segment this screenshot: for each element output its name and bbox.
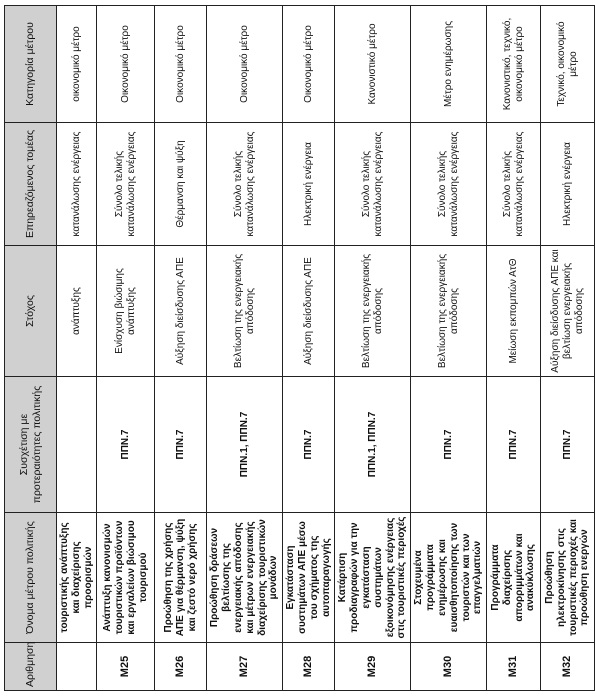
cell-sector: Σύνολο τελικής κατανάλωσης ενέργειας [487, 123, 541, 246]
table-row [335, 6, 411, 691]
cell-category: οικονομικό μέτρο [57, 6, 97, 123]
table-row [541, 6, 595, 691]
table-row [207, 6, 283, 691]
cell-priority: ΠΠΝ.7 [155, 377, 207, 513]
cell-goal: Βελτίωση της ενεργειακής απόδοσης [335, 246, 411, 377]
cell-code: M31 [487, 643, 541, 691]
cell-priority: ΠΠΝ.7 [487, 377, 541, 513]
cell-code [57, 643, 97, 691]
table-row [487, 6, 541, 691]
cell-category: Τεχνικό, οικονομικό μέτρο [541, 6, 595, 123]
cell-sector: Σύνολο τελικής κατανάλωσης ενέργειας [335, 123, 411, 246]
table-header-row [5, 6, 57, 691]
cell-priority: ΠΠΝ.7 [283, 377, 335, 513]
header-name: Όνομα μέτρου πολιτικής [5, 513, 57, 643]
cell-sector: Ηλεκτρική ενέργεια [541, 123, 595, 246]
cell-goal: Αύξηση διείσδυσης ΑΠΕ και βελτίωση ενεργειακής απόδοσης [541, 246, 595, 377]
header-code: Αριθμηση [5, 643, 57, 691]
cell-priority: ΠΠΝ.1, ΠΠΝ.7 [207, 377, 283, 513]
cell-category: Μέτρο ενημέρωσης [411, 6, 487, 123]
cell-goal: Βελτίωση της ενεργειακής απόδοσης [411, 246, 487, 377]
cell-code: M29 [335, 643, 411, 691]
cell-code: M28 [283, 643, 335, 691]
cell-code: M30 [411, 643, 487, 691]
cell-sector: Θέρμανση και ψύξη [155, 123, 207, 246]
cell-category: Κανονιστικό, τεχνικό, οικονομικό μέτρο [487, 6, 541, 123]
cell-category: Οικονομικό μέτρο [97, 6, 155, 123]
cell-name: τουριστικής ανάπτυξης και διαχείρισης προορισμών [57, 513, 97, 643]
cell-priority: ΠΠΝ.7 [97, 377, 155, 513]
cell-name: Προώθηση δράσεων βελτίωσης της ενεργειακής απόδοσης και μέτρων ενεργειακής διαχείρισης τουριστικών μονάδων [207, 513, 283, 643]
cell-sector: Ηλεκτρική ενέργεια [283, 123, 335, 246]
table-row [411, 6, 487, 691]
cell-name: Προγράμματα διαχείρισης απορριμμάτων και ανακύκλωσης [487, 513, 541, 643]
cell-code: M32 [541, 643, 595, 691]
cell-code: M27 [207, 643, 283, 691]
cell-priority [57, 377, 97, 513]
cell-name: Προώθηση της χρήσης ΑΠΕ για θέρμανση, ψύξη και ζεστό νερό χρήσης [155, 513, 207, 643]
header-goal: Στόχος [5, 246, 57, 377]
table-row [283, 6, 335, 691]
cell-name: Προώθηση ηλεκτροκίνησης στις τουριστικές περιοχές και προώθηση ενεργών [541, 513, 595, 643]
cell-name: Εγκατάσταση συστημάτων ΑΠΕ μέσω του σχήματος της αυτοπαραγωγής [283, 513, 335, 643]
cell-goal: Βελτίωση της ενεργειακής απόδοσης [207, 246, 283, 377]
table-row [155, 6, 207, 691]
cell-name: Ανάπτυξη κανονισμών τουριστικών προϊόντων και εργαλείων βιώσιμου τουρισμού [97, 513, 155, 643]
cell-sector: κατανάλωσης ενέργειας [57, 123, 97, 246]
cell-sector: Σύνολο τελικής κατανάλωσης ενέργειας [411, 123, 487, 246]
cell-goal: ανάπτυξης [57, 246, 97, 377]
cell-goal: Μείωση εκπομπών ΑτΘ [487, 246, 541, 377]
cell-goal: Ενίσχυση βιώσιμης ανάπτυξης [97, 246, 155, 377]
table-row [97, 6, 155, 691]
policy-measures-table [4, 5, 595, 691]
cell-priority: ΠΠΝ.7 [541, 377, 595, 513]
header-sector: Επηρεαζόμενος τομέας [5, 123, 57, 246]
cell-code: M25 [97, 643, 155, 691]
header-priority: Συσχέτιση με προτεραιότητες πολιτικής [5, 377, 57, 513]
cell-category: Οικονομικό μέτρο [155, 6, 207, 123]
header-category: Κατηγορία μέτρου [5, 6, 57, 123]
cell-name: Στοχευμένα προγράμματα ενημέρωσης και ευαισθητοποίησης των τουριστών και των επαγγελματιών [411, 513, 487, 643]
cell-priority: ΠΠΝ.7 [411, 377, 487, 513]
cell-sector: Σύνολο τελικής κατανάλωσης ενέργειας [97, 123, 155, 246]
cell-name: Κατάρτιση προδιαγραφών για την εγκατάσταση συστημάτων εξοικονόμησης ενέργειας στις τουριστικές περιοχές [335, 513, 411, 643]
cell-goal: Αύξηση διείσδυσης ΑΠΕ [283, 246, 335, 377]
cell-category: Οικονομικό μέτρο [283, 6, 335, 123]
table-row [57, 6, 97, 691]
cell-category: Οικονομικό μέτρο [207, 6, 283, 123]
cell-category: Κανονιστικό μέτρο [335, 6, 411, 123]
cell-priority: ΠΠΝ.1, ΠΠΝ.7 [335, 377, 411, 513]
cell-sector: Σύνολο τελικής κατανάλωσης ενέργειας [207, 123, 283, 246]
cell-goal: Αύξηση διείσδυσης ΑΠΕ [155, 246, 207, 377]
cell-code: M26 [155, 643, 207, 691]
